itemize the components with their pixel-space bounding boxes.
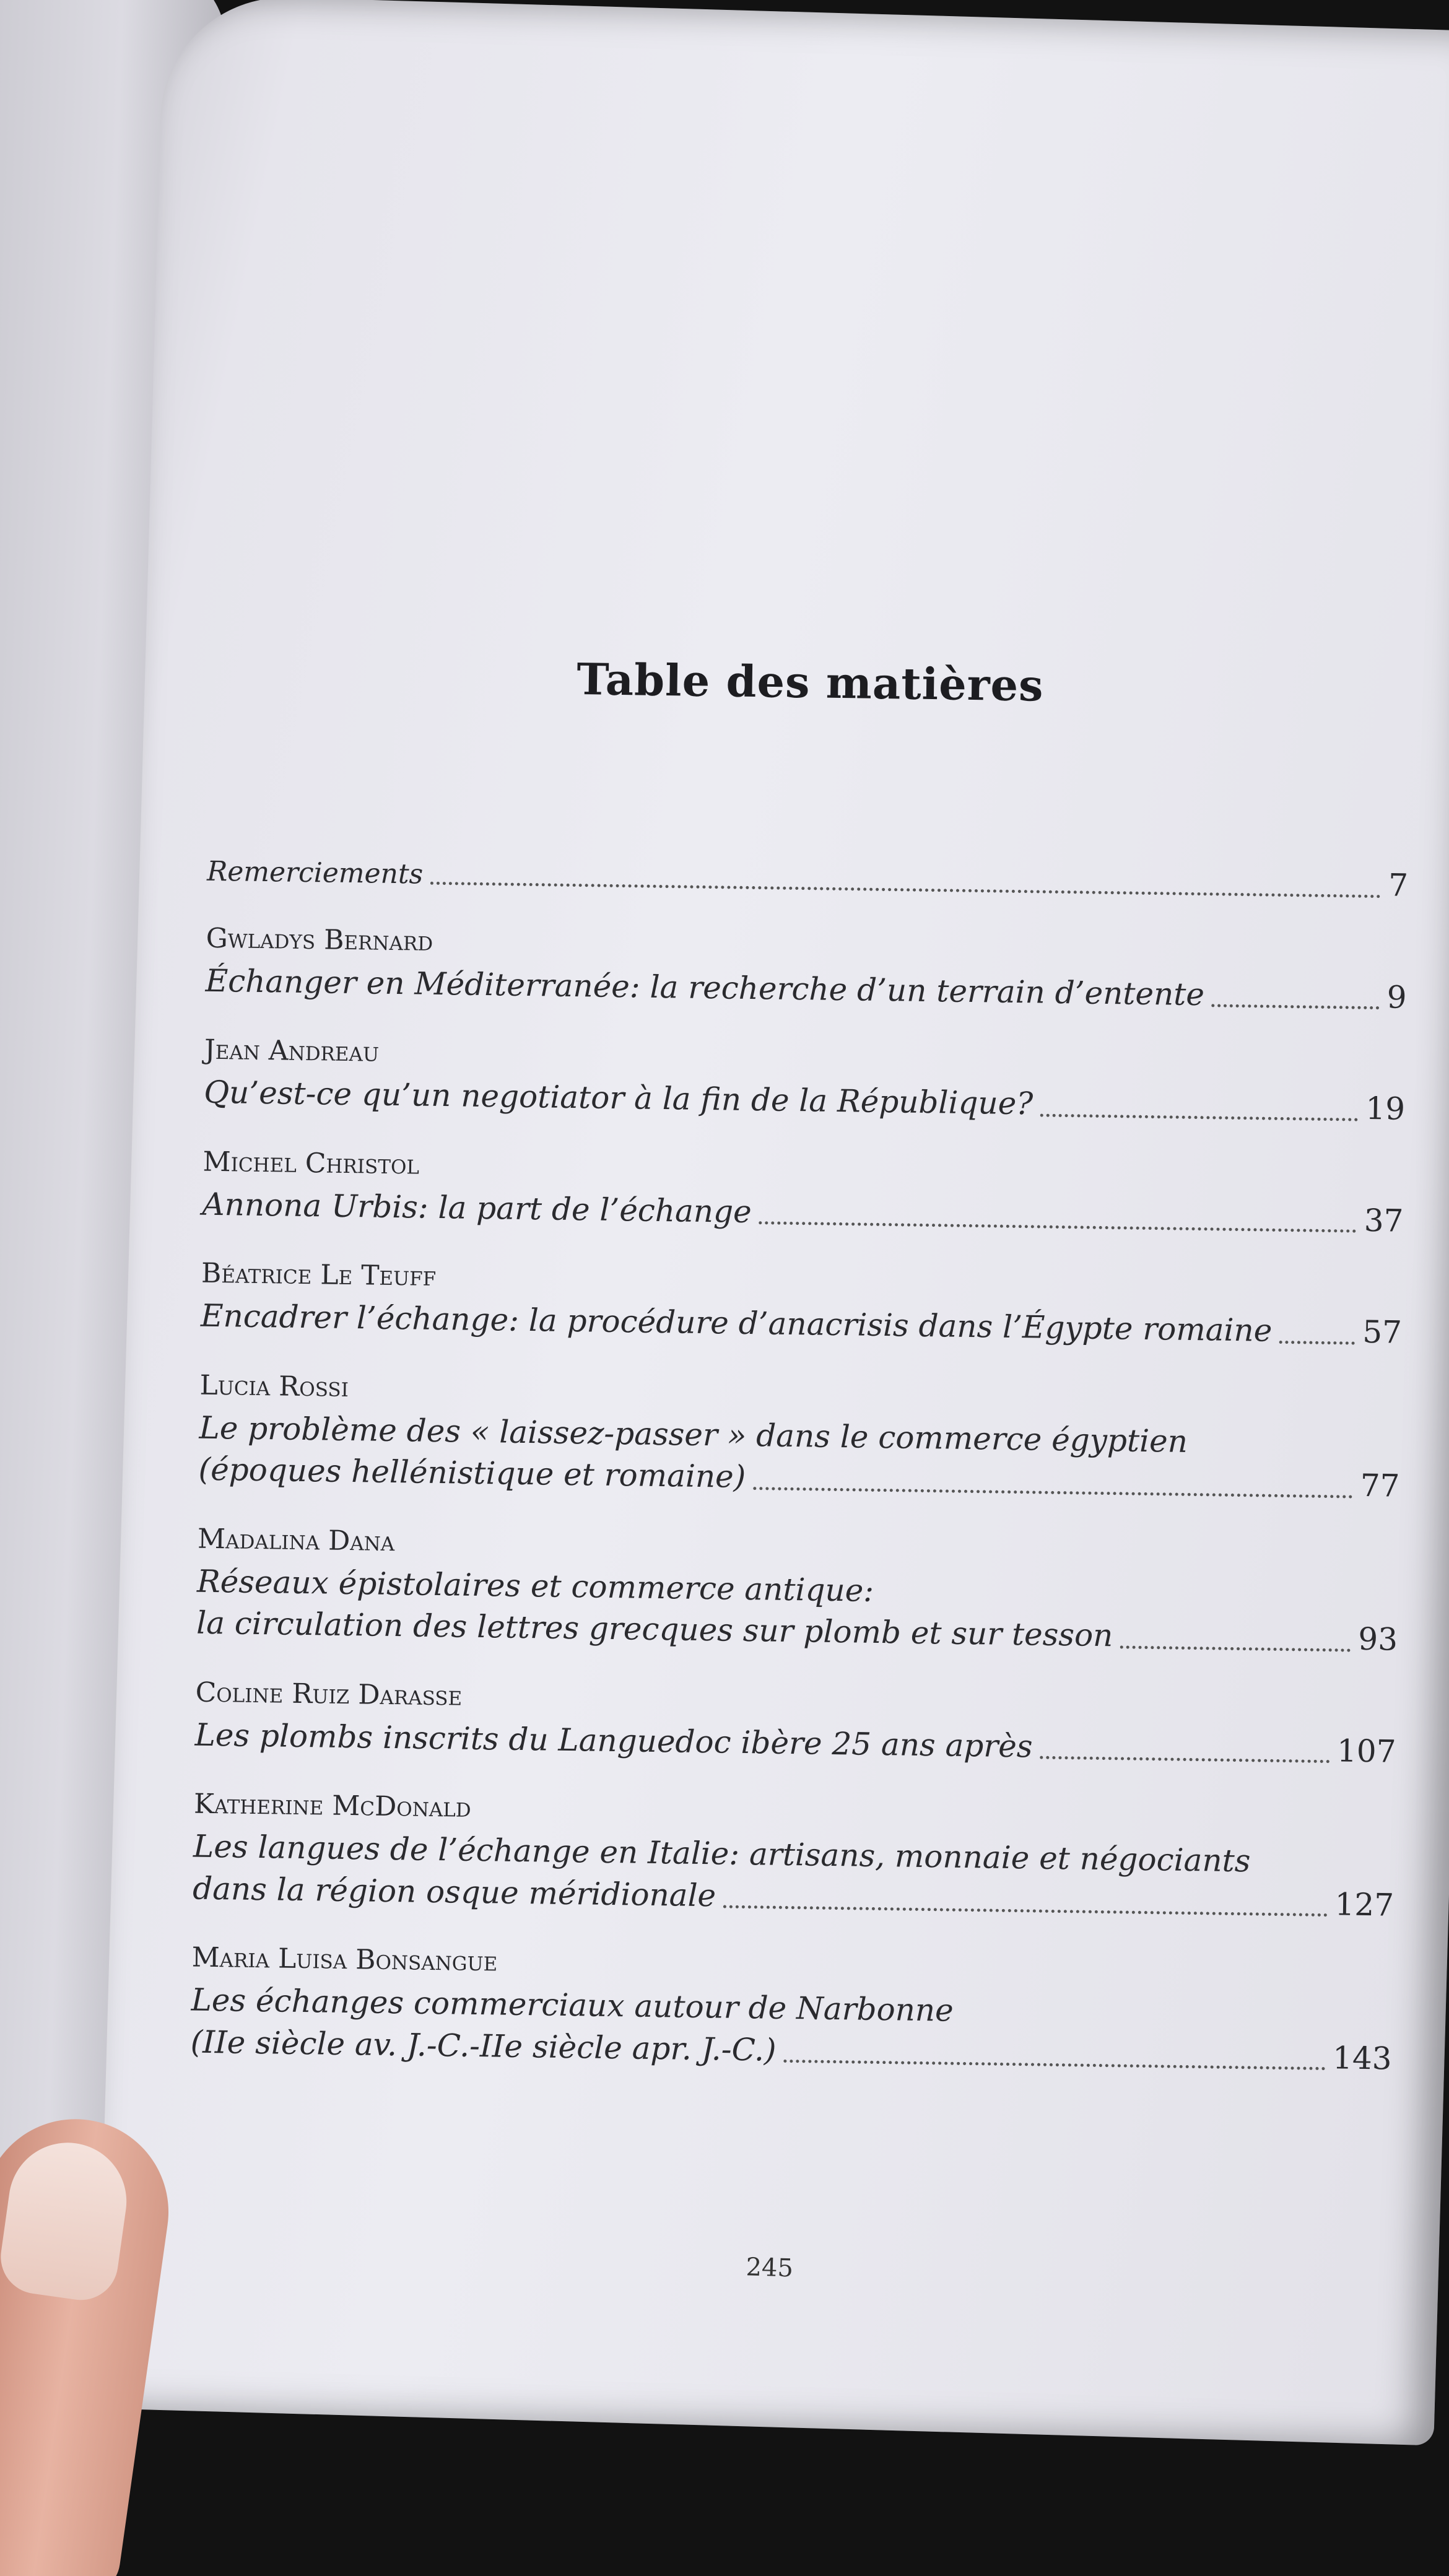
entry-page: 143 bbox=[1332, 2039, 1392, 2077]
page-number: 245 bbox=[745, 2253, 794, 2283]
entry-title: Annona Urbis: la part de l’échange bbox=[202, 1186, 752, 1230]
entry-page: 9 bbox=[1386, 978, 1407, 1016]
toc-entry bbox=[196, 1523, 1399, 1661]
toc-content bbox=[190, 648, 1411, 2112]
toc-entry bbox=[190, 1942, 1393, 2080]
dot-leader bbox=[759, 1221, 1356, 1232]
entry-author: Madalina Dana bbox=[197, 1523, 395, 1557]
entry-title: la circulation des lettres grecques sur plomb et sur tesson bbox=[196, 1604, 1113, 1654]
toc-entry bbox=[201, 1258, 1403, 1354]
entry-author: Michel Christol bbox=[202, 1146, 420, 1181]
entry-title-line: Les échanges commerciaux autour de Narbonne bbox=[191, 1982, 954, 2029]
entry-page: 37 bbox=[1364, 1202, 1404, 1239]
toc-entry bbox=[194, 1676, 1397, 1773]
entry-title: Les plombs inscrits du Languedoc ibère 25 ans après bbox=[194, 1717, 1033, 1764]
entry-page: 19 bbox=[1365, 1090, 1406, 1127]
dot-leader bbox=[783, 2060, 1325, 2070]
entry-title: (époques hellénistique et romaine) bbox=[198, 1451, 746, 1495]
entry-title: Remerciements bbox=[206, 855, 424, 890]
entry-title: Qu’est-ce qu’un negotiator à la fin de la République? bbox=[203, 1074, 1033, 1122]
entry-title: dans la région osque méridionale bbox=[192, 1870, 716, 1913]
entry-author: Katherine McDonald bbox=[193, 1788, 472, 1824]
entry-title: Échanger en Méditerranée: la recherche d’un terrain d’entente bbox=[205, 962, 1205, 1012]
entry-page: 77 bbox=[1360, 1467, 1400, 1504]
page-title: Table des matières bbox=[576, 653, 1045, 711]
toc-entry bbox=[204, 1034, 1406, 1131]
entry-page: 57 bbox=[1362, 1313, 1403, 1351]
entry-page: 107 bbox=[1336, 1732, 1396, 1770]
entry-page: 127 bbox=[1334, 1886, 1395, 1923]
entry-author: Lucia Rossi bbox=[199, 1369, 349, 1403]
entry-author: Coline Ruiz Darasse bbox=[195, 1676, 463, 1712]
dot-leader bbox=[1279, 1340, 1355, 1344]
dot-leader bbox=[1040, 1756, 1329, 1764]
dot-leader bbox=[723, 1905, 1328, 1917]
entry-page: 93 bbox=[1357, 1621, 1398, 1658]
entry-author: Maria Luisa Bonsangue bbox=[191, 1941, 498, 1978]
entry-title: (IIe siècle av. J.-C.-IIe siècle apr. J.-C.) bbox=[190, 2024, 777, 2068]
dot-leader bbox=[1040, 1113, 1358, 1121]
dot-leader bbox=[1212, 1004, 1380, 1009]
entry-author: Jean Andreau bbox=[204, 1033, 380, 1068]
toc-entries bbox=[190, 922, 1408, 2079]
entry-title: Encadrer l’échange: la procédure d’anacrisis dans l’Égypte romaine bbox=[200, 1297, 1273, 1349]
dot-leader bbox=[1120, 1645, 1351, 1651]
dot-leader bbox=[430, 881, 1381, 897]
toc-entry bbox=[202, 1146, 1404, 1242]
entry-author: Gwladys Bernard bbox=[206, 922, 433, 957]
entry-page: 7 bbox=[1388, 867, 1409, 903]
book-page bbox=[97, 0, 1449, 2445]
toc-entry bbox=[205, 922, 1408, 1019]
toc-entry bbox=[193, 1788, 1396, 1926]
entry-author: Béatrice Le Teuff bbox=[201, 1257, 437, 1292]
entry-title-line: Réseaux épistolaires et commerce antique: bbox=[196, 1563, 874, 1609]
entry-title-line: Les langues de l’échange en Italie: artisans, monnaie et négociants bbox=[193, 1828, 1251, 1879]
dot-leader bbox=[753, 1487, 1353, 1499]
entry-title-line: Le problème des « laissez-passer » dans le commerce égyptien bbox=[199, 1409, 1188, 1460]
toc-entry bbox=[198, 1369, 1401, 1507]
toc-entry-remerciements bbox=[207, 848, 1409, 907]
